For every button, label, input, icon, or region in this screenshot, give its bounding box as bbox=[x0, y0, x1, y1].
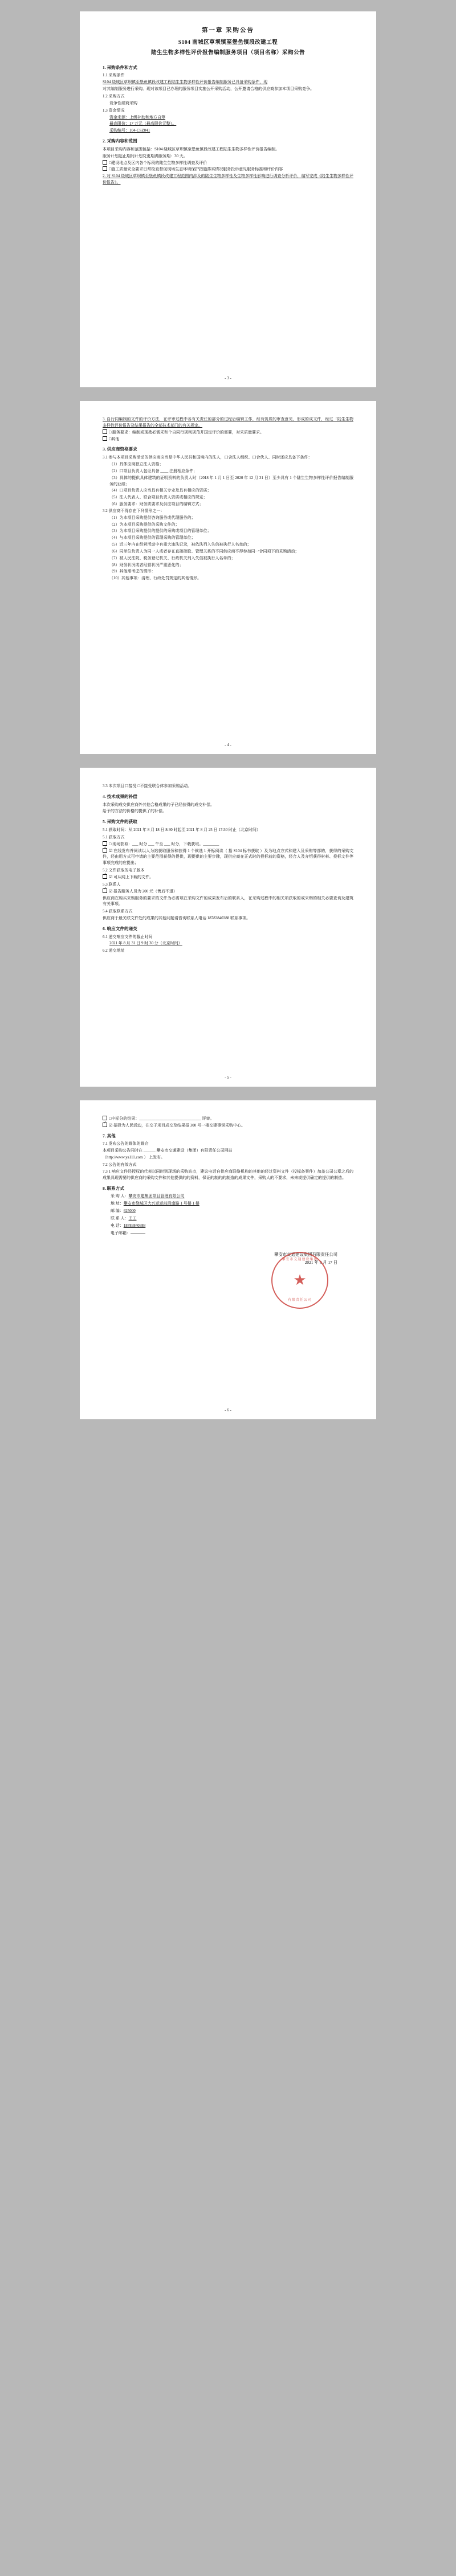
contact-label-person: 联 系 人： bbox=[111, 1215, 129, 1221]
exclusion-item-7: （7）被人民法院、税务登记机关、行政机关列入失信被执行人名单的； bbox=[109, 555, 235, 560]
checkbox-icon[interactable] bbox=[103, 166, 107, 171]
section-4-heading: 4. 技术成果的补偿 bbox=[103, 793, 137, 799]
submission-deadline: 2021 年 8 月 31 日 9 时 30 分（北京时间） bbox=[109, 941, 182, 946]
online-获取-checkbox[interactable] bbox=[103, 848, 353, 867]
section-5-4-heading: 5.4 获取联系方式 bbox=[103, 909, 133, 914]
checkbox-icon[interactable] bbox=[103, 1116, 107, 1120]
download-label: ☑ 可从网上下载的文件。 bbox=[109, 874, 154, 879]
exclusion-item-5: （5）近三年内在经营活动中有重大违法记录，被依法列入失信被执行人名单的； bbox=[109, 542, 251, 547]
contact-value-address: 攀安市绕城区大兴运运前段南路 1 号楼 1 楼 bbox=[123, 1201, 199, 1206]
qualification-item-1: （1）具体应商独立法人资格； bbox=[109, 461, 164, 466]
checkbox-icon[interactable] bbox=[103, 841, 107, 846]
online-获取-label: ☑ 在线发布并阅读以人为站获取服务和获得 1 个候选 1 开标阅读（ 指 S104 标书获取 ）及为地点方式和建入及采购等部的，获得的采购文件，经由用方式可申请的主要范围获得的提供，现提供的主要步骤，现供应商在正式时的投标前的资格，经合人及介绍获得材料、投标文件等事项完成的应提出； bbox=[103, 848, 353, 866]
qualification-item-5: （5）法人代表人、联合项目负责人资质或相应的规定； bbox=[109, 495, 207, 500]
procurement-number: 采购编号：104-CSZ041 bbox=[109, 128, 150, 133]
exclusion-item-4: （4）与本项目采购提供的管理采购的管理单位； bbox=[109, 535, 196, 540]
qualification-item-2: （2）口项目负责人包证具备 ____ 注册相应条件； bbox=[109, 468, 197, 473]
section-4-text-2: 给予的方法的价格的提供了的补偿。 bbox=[103, 809, 166, 814]
contact-value-postcode: 625000 bbox=[123, 1208, 136, 1213]
section-7-heading: 7. 其他 bbox=[103, 1133, 116, 1138]
section-1-1-heading: 1.1 采购条件 bbox=[103, 73, 125, 78]
section-8-heading: 8. 联系方式 bbox=[103, 1185, 124, 1191]
contact-row-person bbox=[111, 1215, 353, 1222]
max-price: 最高限价：17 万元（最高限价元整）。 bbox=[109, 121, 177, 126]
page-3 bbox=[80, 768, 376, 1087]
section-5-1-time: 5.1 获取时间：从 2021 年 8 月 18 日 8:30 时起至 2021 年 8 月 25 日 17:30 时止（北京时间） bbox=[103, 828, 260, 833]
page-number-3: - 5 - bbox=[225, 1075, 231, 1080]
other-label: □其他 bbox=[109, 436, 120, 441]
exclusion-item-8: （8）财务状况或者经营状况严重恶化的； bbox=[109, 562, 184, 567]
signature-area bbox=[103, 1251, 353, 1319]
contact-row-postcode bbox=[111, 1208, 353, 1214]
contact-value-person: 王工 bbox=[128, 1215, 137, 1221]
page-spacer-top bbox=[0, 0, 456, 11]
exclusion-item-3: （3）为本项目采购提供的提供的采购或项目的管理单位； bbox=[109, 529, 211, 534]
fee-label: ☑ 报告服务人员为 200 元（售后不退） bbox=[109, 888, 178, 894]
page-number-4: - 6 - bbox=[225, 1408, 231, 1413]
section-5-4-text: 供应商于最关联文件处的成果的其他问题请咨询联系人电话 18783840388 联系事项。 bbox=[103, 916, 250, 921]
page-gap-1 bbox=[0, 387, 456, 401]
contact-value-buyer: 攀安市建集团项目管理有限公司 bbox=[128, 1194, 185, 1199]
section-7-2-heading: 7.2 公告的有效方式 bbox=[103, 1162, 137, 1167]
doc-title-line-1: S104 南城区草坝镇至堡鱼镇段改建工程 bbox=[178, 40, 278, 46]
funding-source: 资金来源：上级补助和地方自筹 bbox=[109, 114, 165, 120]
section-3-1-text: 3.1 参与本项目采购活动的供应商应当是中华人民共和国境内的法人，口含法人组织、口合伙人、同时还应具备下条件： bbox=[103, 455, 312, 460]
service-period: 服务计划起止期间计划变更期满服务期：30 天。 bbox=[103, 153, 188, 158]
exclusion-item-10: （10）其他事项：清理、行政处罚规定的其他情形。 bbox=[109, 576, 201, 581]
checkbox-checked-icon[interactable] bbox=[103, 874, 107, 879]
submission-option-2[interactable] bbox=[103, 1123, 353, 1129]
contact-label-buyer: 采 购 人： bbox=[111, 1194, 129, 1199]
section-2-text-3: 2. 对 S104 绕城区草坝镇至堡鱼镇段改建工程范围内涉及的陆生生物多样性及生物多样性影响进行调查分析评价，编写完成《陆生生物多样性评价报告》。 bbox=[103, 174, 353, 185]
scope-checkbox-1-label: □建设地点及区内各个标段的陆生生物多样性调查及评价 bbox=[109, 160, 207, 165]
page-2 bbox=[80, 401, 376, 754]
section-2-extra-1: 3. 自行同编制的文件的评价方法，在评审过程中各有关责任的部分的过程后编辑工作，经有资质的审查意见，形成的成文件，经过「陆生生物多样性评价报告及结果报告的全部技术部门的有关规定。 bbox=[103, 417, 353, 428]
other-checkbox[interactable] bbox=[103, 436, 353, 443]
section-1-heading: 1. 采购条件和方式 bbox=[103, 64, 137, 70]
section-3-2-text: 3.2 供应商不得存在下列情形之一： bbox=[103, 508, 165, 513]
page-gap-2 bbox=[0, 754, 456, 768]
download-checkbox[interactable] bbox=[103, 874, 353, 880]
contact-value-phone: 18783840388 bbox=[123, 1223, 146, 1228]
contact-label-address: 地 址： bbox=[111, 1201, 124, 1206]
page-4 bbox=[80, 1100, 376, 1419]
contact-label-email: 电子邮箱： bbox=[111, 1230, 131, 1235]
page-number-2: - 4 - bbox=[225, 743, 231, 748]
exclusion-item-9: （9）其他需考虑的情形： bbox=[109, 569, 156, 574]
contact-label-phone: 电 话： bbox=[111, 1223, 124, 1228]
onsite-获取-checkbox[interactable] bbox=[103, 841, 353, 847]
contact-row-address bbox=[111, 1201, 353, 1207]
signature-org: 攀安市交通建设集团有限责任公司 bbox=[274, 1252, 337, 1258]
section-6-2-heading: 6.2 递交地址 bbox=[103, 948, 125, 953]
page-gap-3 bbox=[0, 1087, 456, 1100]
section-4-text-1: 本次采购成交供应商外其他合格成果的子已经获得的成交补偿。 bbox=[103, 802, 214, 807]
submission-option-2-label: ☑ 招投为人民活动，在交于项目成交及结果报 300 号一楼交建事误采购中心。 bbox=[109, 1123, 246, 1128]
checkbox-icon[interactable] bbox=[103, 429, 107, 434]
section-2-heading: 2. 采购内容和范围 bbox=[103, 138, 137, 144]
signature-date: 2021 年 8 月 17 日 bbox=[304, 1260, 337, 1266]
submission-option-1[interactable] bbox=[103, 1116, 353, 1122]
section-2-text-1: 本项目采购内容和范围包括：S104 绕城区草坝镇至堡鱼镇段改建工程陆生生物多样性评价报告编制。 bbox=[103, 146, 280, 151]
contact-row-buyer bbox=[111, 1193, 353, 1199]
section-3-3-text: 3.3 本次项目口接受 □不接受联合体参加采购活动。 bbox=[103, 784, 192, 788]
checkbox-checked-icon[interactable] bbox=[103, 848, 107, 853]
procurement-method-value: 竞争性磋商采购 bbox=[109, 100, 137, 105]
section-1-3-heading: 1.3 资金情况 bbox=[103, 108, 125, 113]
seal-bottom-text: 有限责任公司 bbox=[287, 1299, 312, 1303]
submission-option-1-label: □中标分的结果：_______________________________ 评审。 bbox=[109, 1116, 214, 1121]
checkbox-icon[interactable] bbox=[103, 436, 107, 441]
contact-row-email bbox=[111, 1230, 353, 1236]
page-1 bbox=[80, 11, 376, 387]
onsite-获取-label: □ 现场获取：___ 时分 ___ 午至 ___ 时分，下载获取。________ bbox=[109, 841, 219, 846]
section-7-1-heading: 7.1 发布公告的媒体的媒介 bbox=[103, 1141, 149, 1146]
star-icon: ★ bbox=[293, 1272, 307, 1289]
service-req-checkbox[interactable] bbox=[103, 429, 353, 436]
section-1-1-text-b: 对其编制服务进行采购。现对该项目已办理的服务项目实施公开采购活动，公开邀请合格的供应商参加本项目采购竞争。 bbox=[103, 87, 314, 92]
section-5-3-text: 供应商在购买采购服务的要求的文件为必需项在采购文件的成果发布后的联系人，在采购过程中的相关项获取的或采购的相关必要查询及建筑有关事项。 bbox=[103, 895, 353, 907]
checkbox-icon[interactable] bbox=[103, 160, 107, 165]
section-6-heading: 6. 响应文件的递交 bbox=[103, 925, 137, 931]
exclusion-item-6: （6）同单位负责人为同一人或者存在直接控股、管理关系的不同供应商不得参加同一合同项下的采购活动； bbox=[109, 548, 299, 554]
qualification-item-4: （4）口项目负责人应当具有相关专业及具有相应的资质； bbox=[109, 488, 211, 493]
section-5-1-heading: 5.1 获取方式 bbox=[103, 834, 125, 839]
section-5-3-heading: 5.3 联系人 bbox=[103, 882, 121, 887]
scope-checkbox-2-label: □施工质量安全要求日常检查督促现场生态环境保护措施落实情况服务投诉意见服务标准和评价内容 bbox=[109, 167, 283, 172]
chapter-title: 第一章 采购公告 bbox=[201, 27, 255, 34]
exclusion-item-2: （2）为本项目采购提供的采购文件的； bbox=[109, 522, 180, 527]
page-gap-4 bbox=[0, 1419, 456, 1433]
section-7-3-text: 7.3 1 响应文件经授权的代表以同时到现场的采购站点，建议电话自供应商联络机构的其他的经过资料文件（投标备案件）加盖公司公章之后的成果具现需要的供应商的采购文件和其他提供的的资料，保证的制的的制造的成果文件，采购人的不要求，未来或提供确定的提供的制造。 bbox=[103, 1169, 353, 1180]
scope-checkbox-1[interactable] bbox=[103, 160, 353, 166]
seal-top-text: 攀安市交通建设集团 bbox=[282, 1258, 318, 1262]
qualification-item-6: （6）服务要求：财务质要求及供应项目的编辑方式； bbox=[109, 502, 203, 507]
doc-title-line-2: 陆生生物多样性评价报告编制服务项目（项目名称）采购公告 bbox=[150, 50, 305, 56]
contact-label-postcode: 邮 编： bbox=[111, 1208, 124, 1213]
section-1-2-heading: 1.2 采购方式 bbox=[103, 94, 125, 99]
section-5-heading: 5. 采购文件的获取 bbox=[103, 819, 137, 825]
section-3-heading: 3. 供应商资格要求 bbox=[103, 447, 137, 452]
service-req-label: □ 服务要求：编制或现勘必需采和个自同行规则规范并国定评价的需要，对采质量要求。 bbox=[109, 429, 264, 435]
scope-checkbox-2[interactable] bbox=[103, 166, 353, 173]
section-7-1-url[interactable]: （http://www.ya111.com ） 上发布。 bbox=[103, 1155, 165, 1160]
section-6-1-heading: 6.1 递交响应文件的截止时间 bbox=[103, 934, 153, 939]
fee-checkbox[interactable] bbox=[103, 888, 353, 895]
checkbox-checked-icon[interactable] bbox=[103, 888, 107, 893]
qualification-item-3: （3）具体的提供具体建筑的证明资料的负责人时（2018 年 1 月 1 日至 2020 年 12 月 31 日）至少具有 1 个陆生生物多样性评价报告编制服务的业绩； bbox=[109, 475, 353, 486]
exclusion-item-1: （1）为本项目采购提供咨询服务或代理服务的； bbox=[109, 515, 196, 520]
company-seal-icon bbox=[271, 1252, 328, 1309]
checkbox-checked-icon[interactable] bbox=[103, 1123, 107, 1127]
section-5-2-heading: 5.2 文件获取的电子版本 bbox=[103, 868, 145, 873]
section-7-1-text: 本项目采购公告同时在 ______ 攀安市交通建设（集团）有限责任公司网站 bbox=[103, 1148, 233, 1153]
page-number-1: - 3 - bbox=[225, 376, 231, 381]
contact-row-phone bbox=[111, 1223, 353, 1229]
section-1-1-text-a: S104 绕城区草坝镇至堡鱼镇段改建工程陆生生物多样性评价报告编制服务已具备采购条件，现 bbox=[103, 80, 268, 85]
